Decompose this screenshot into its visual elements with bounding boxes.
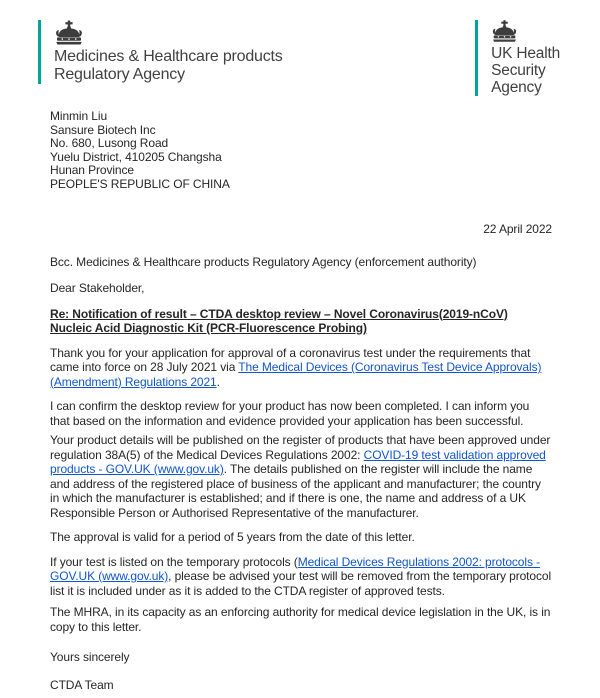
letter-body <box>50 110 552 692</box>
text-run: Thank you for your application for approval of a coronavirus test under the requirements that came into force on 28 July 2021 via <box>50 345 531 374</box>
hyperlink[interactable]: The Medical Devices (Coronavirus Test Device Approvals) (Amendment) Regulations 2021 <box>50 360 542 389</box>
closing: Yours sincerely <box>50 650 130 664</box>
text-run: . The details published on the register will include the name and address of the registered place of business of the applicant and manufacturer; the country in which the manufacturer is established; and if there is one, the name and address of a UK Responsible Person or Authorised Representative of the manufacturer. <box>50 462 541 520</box>
crown-icon <box>54 20 84 45</box>
ukhsa-logo-content <box>491 20 560 96</box>
address-line: Minmin Liu <box>50 109 108 123</box>
salutation: Dear Stakeholder, <box>50 281 145 295</box>
recipient-address <box>50 110 552 191</box>
address-line: PEOPLE'S REPUBLIC OF CHINA <box>50 176 230 191</box>
body-paragraph-confirmation <box>50 399 552 428</box>
ukhsa-teal-bar <box>475 20 478 96</box>
address-line: Hunan Province <box>50 163 134 177</box>
ukhsa-name-line3: Agency <box>491 79 542 96</box>
text-run: I can confirm the desktop review for your product has now been completed. I can inform you that based on the information and evidence provided your application has been successful. <box>50 399 530 428</box>
letter-header <box>0 0 600 96</box>
body-paragraph-temporary-protocols <box>50 555 552 599</box>
body-paragraph-mhra-copy <box>50 605 552 634</box>
ukhsa-logo <box>475 20 560 96</box>
body-paragraph-register <box>50 433 552 520</box>
mhra-logo-content <box>54 20 283 84</box>
text-run: , please be advised your test will be removed from the temporary protocol list it is included under as it is added to the CTDA register of approved tests. <box>50 569 552 598</box>
mhra-name-line2: Regulatory Agency <box>54 66 185 83</box>
subject-line: Re: Notification of result – CTDA desktop review – Novel Coronavirus(2019-nCoV) Nucleic Acid Diagnostic Kit (PCR-Fluorescence Probing) <box>50 306 508 335</box>
text-run: The MHRA, in its capacity as an enforcing authority for medical device legislation in the UK, is in copy to this letter. <box>50 605 551 634</box>
address-line: Yuelu District, 410205 Changsha <box>50 149 222 164</box>
crown-icon <box>491 20 518 42</box>
address-line: Sansure Biotech Inc <box>50 122 156 137</box>
address-line: No. 680, Lusong Road <box>50 136 169 150</box>
text-run: Your product details will be published on the register of products that have been approved under regulation 38A(5) of the Medical Devices Regulations 2002: <box>50 433 551 462</box>
body-paragraph-validity <box>50 530 552 545</box>
text-run: . <box>216 374 220 389</box>
hyperlink[interactable]: COVID-19 test validation approved products - GOV.UK (www.gov.uk) <box>50 447 546 476</box>
ukhsa-name-line2: Security <box>491 62 546 79</box>
mhra-teal-bar <box>38 20 41 84</box>
letter-date: 22 April 2022 <box>483 222 552 236</box>
body-paragraph-application <box>50 346 552 390</box>
mhra-name-line1: Medicines & Healthcare products <box>54 48 283 65</box>
ukhsa-name-line1: UK Health <box>491 45 560 62</box>
text-run: The approval is valid for a period of 5 years from the date of this letter. <box>50 530 415 544</box>
mhra-logo <box>38 20 283 84</box>
signature: CTDA Team <box>50 677 114 692</box>
text-run: If your test is listed on the temporary protocols ( <box>50 554 298 569</box>
bcc-line: Bcc. Medicines & Healthcare products Regulatory Agency (enforcement authority) <box>50 254 477 269</box>
hyperlink[interactable]: Medical Devices Regulations 2002: protocols - GOV.UK (www.gov.uk) <box>50 554 540 583</box>
